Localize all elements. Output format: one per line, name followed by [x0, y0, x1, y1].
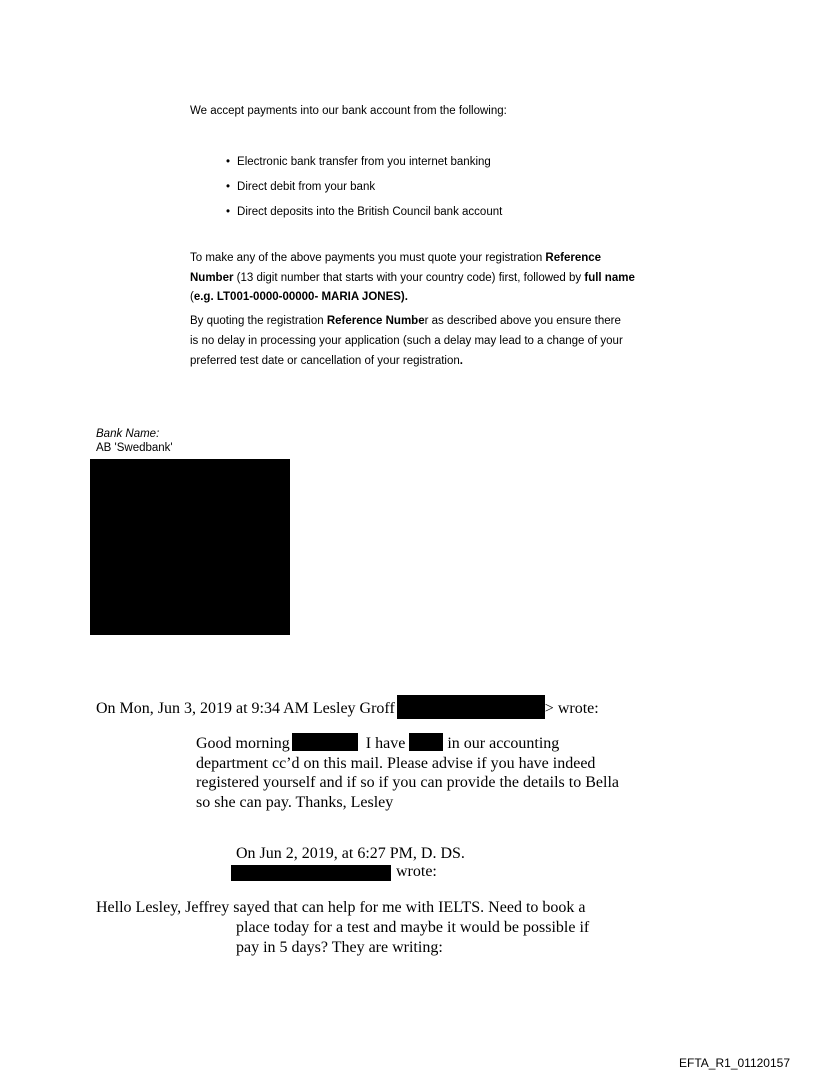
document-id: EFTA_R1_01120157 [679, 1056, 790, 1070]
reference-note: By quoting the registration Reference Number as described above you ensure there is no delay in processing your application (such a delay may lead to a change of your preferred test date or cancellation of your registration. [190, 315, 623, 367]
payment-methods-list [226, 154, 502, 229]
list-item: • Direct debit from your bank [226, 181, 376, 193]
redaction-block [409, 733, 443, 751]
email-header-2: On Jun 2, 2019, at 6:27 PM, D. DS. [236, 845, 465, 862]
reference-instructions: To make any of the above payments you must quote your registration Reference Number (13 digit number that starts with your country code) first, followed by full name (e.g. LT001-0000-00000- MARIA JONES). [190, 252, 635, 303]
email-header-2-wrote: wrote: [396, 863, 437, 880]
redaction-block [90, 459, 290, 635]
email-header-1: On Mon, Jun 3, 2019 at 9:34 AM Lesley Groff > wrote: [96, 695, 599, 719]
redaction-block [397, 695, 545, 719]
intro-text: We accept payments into our bank account from the following: [190, 105, 507, 117]
list-item: • Direct deposits into the British Council bank account [226, 206, 503, 218]
list-item: • Electronic bank transfer from you internet banking [226, 156, 491, 168]
bank-name-value: AB 'Swedbank' [96, 442, 173, 454]
redaction-block [292, 733, 358, 751]
reply-body: Good morning I have in our accounting department cc’d on this mail. Please advise if you have indeed registered yourself and if so if you can provide the details to Bella so she can pay. Thanks, Lesley [196, 735, 619, 811]
message-line-1: Hello Lesley, Jeffrey sayed that can help for me with IELTS. Need to book a [96, 899, 586, 916]
redaction-block [231, 865, 391, 881]
message-continuation: place today for a test and maybe it would be possible if pay in 5 days? They are writing: [236, 919, 590, 956]
bank-name-label: Bank Name: [96, 428, 160, 440]
